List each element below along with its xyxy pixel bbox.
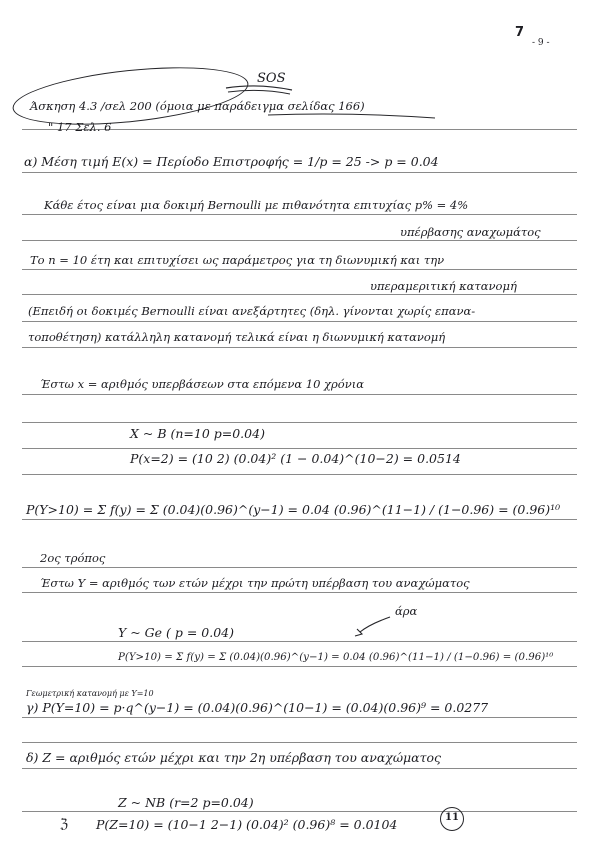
part-a-n-years-cont: υπεραμεριτική κατανομή bbox=[370, 279, 517, 293]
part-c-note: Γεωμετρική κατανομή με Y=10 bbox=[26, 689, 154, 698]
part-a-define-x: Έστω x = αριθμός υπερβάσεων στα επόμενα 10 χρόνια bbox=[40, 377, 364, 391]
part-a-independence: (Επειδή οι δοκιμές Bernoulli είναι ανεξάρτητες (δηλ. γίνονται χωρίς επανα- bbox=[28, 304, 476, 318]
part-a-mean: α) Μέση τιμή E(x) = Περίοδο Επιστροφής = 1/p = 25 -> p = 0.04 bbox=[24, 154, 439, 169]
part-a-n-years: Το n = 10 έτη και επιτυχίσει ως παράμετρος για τη διωνυμική και την bbox=[30, 253, 445, 267]
sos-title: SOS bbox=[257, 71, 286, 86]
part-b-formula-2: P(Y>10) = Σ f(y) = Σ (0.04)(0.96)^(y−1) = 0.04 (0.96)^(11−1) / (1−0.96) = (0.96)¹⁰ bbox=[118, 652, 554, 663]
part-b-formula: P(Y>10) = Σ f(y) = Σ (0.04)(0.96)^(y−1) = 0.04 (0.96)^(11−1) / (1−0.96) = (0.96)¹⁰ bbox=[26, 502, 561, 517]
page-number: 7 bbox=[515, 25, 525, 40]
part-a-binomial: X ~ B (n=10 p=0.04) bbox=[130, 426, 265, 441]
part-b-geometric: Y ~ Ge ( p = 0.04) bbox=[118, 625, 235, 640]
page-ref: - 9 - bbox=[532, 38, 550, 48]
part-d-formula: P(Z=10) = (10−1 2−1) (0.04)² (0.96)⁸ = 0.0104 bbox=[96, 817, 398, 832]
circled-number: 11 bbox=[445, 812, 459, 823]
part-b-method2: 2ος τρόπος bbox=[40, 551, 106, 565]
part-b-note: άρα bbox=[395, 604, 418, 618]
part-a-bernoulli: Κάθε έτος είναι μια δοκιμή Bernoulli με πιθανότητα επιτυχίας p% = 4% bbox=[44, 198, 469, 212]
part-d-negbinomial: Z ~ NB (r=2 p=0.04) bbox=[118, 795, 254, 810]
exercise-ref: " 17 Σελ. 6 bbox=[48, 120, 112, 134]
arrow-icon bbox=[355, 629, 362, 636]
margin-mark: ℨ bbox=[60, 817, 69, 832]
part-c-formula: γ) P(Y=10) = p·q^(y−1) = (0.04)(0.96)^(10−1) = (0.04)(0.96)⁹ = 0.0277 bbox=[26, 700, 489, 715]
part-a-bernoulli-cont: υπέρβασης αναχωμάτος bbox=[400, 225, 541, 239]
part-b-define-y: Έστω Y = αριθμός των ετών μέχρι την πρώτη υπέρβαση του αναχώματος bbox=[40, 576, 470, 590]
part-d-define-z: δ) Z = αριθμός ετών μέχρι και την 2η υπέρβαση του αναχώματος bbox=[26, 750, 442, 765]
arrow-icon bbox=[360, 617, 390, 632]
exercise-underline bbox=[268, 114, 435, 118]
part-a-formula: P(x=2) = (10 2) (0.04)² (1 − 0.04)^(10−2) = 0.0514 bbox=[130, 451, 461, 466]
part-a-distribution: τοποθέτηση) κατάλληλη κατανομή τελικά είναι η διωνυμική κατανομή bbox=[28, 330, 446, 344]
exercise-heading: Άσκηση 4.3 /σελ 200 (όμοια με παράδειγμα σελίδας 166) bbox=[30, 99, 365, 113]
